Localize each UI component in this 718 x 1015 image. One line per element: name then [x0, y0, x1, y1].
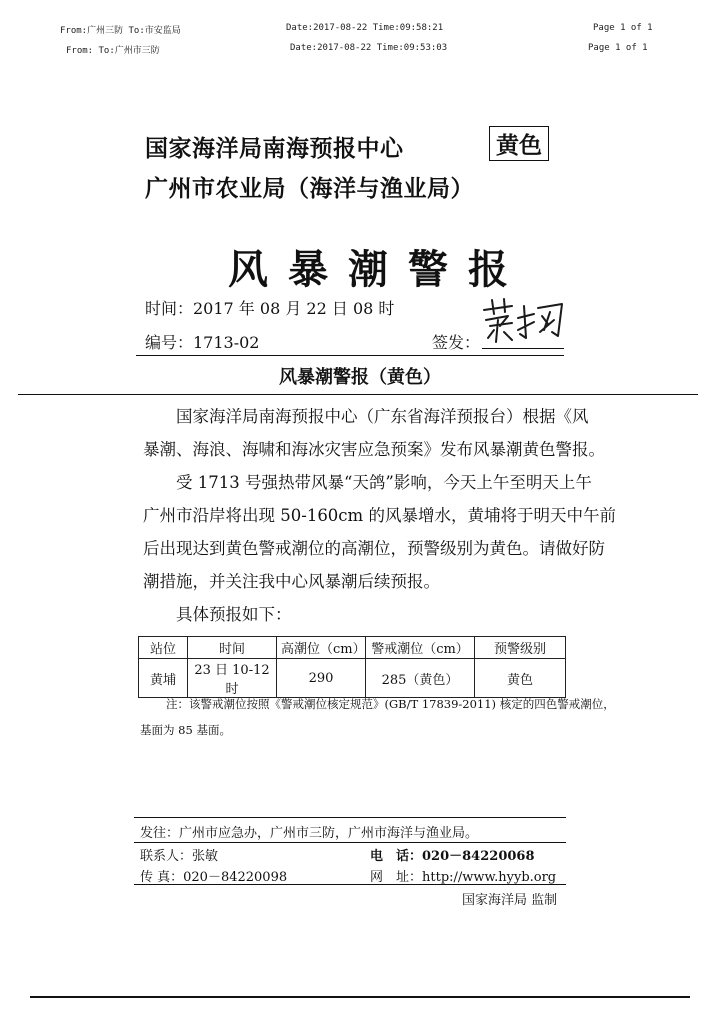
supervisor-label: 国家海洋局 监制	[462, 893, 558, 908]
footer-bottom-rule	[134, 884, 566, 885]
table-header-cell: 站位	[139, 637, 188, 659]
warning-level-badge: 黄色	[489, 126, 549, 161]
signer-label: 签发：	[432, 333, 481, 352]
phone-number: 电 话：020－84220068	[370, 849, 535, 864]
contact-person: 联系人：张敏	[140, 849, 219, 864]
footer-mid-rule	[134, 842, 566, 843]
section-rule	[18, 394, 698, 395]
table-row	[139, 659, 566, 698]
footer-top-rule	[134, 817, 566, 818]
distribution-list: 发往：广州市应急办，广州市三防，广州市海洋与渔业局。	[140, 826, 479, 841]
fax-page-line2: Page 1 of 1	[588, 43, 648, 53]
header-rule	[136, 355, 564, 356]
table-header-cell: 预警级别	[475, 637, 566, 659]
table-cell: 290	[277, 659, 366, 698]
fax-date-line1: Date:2017-08-22 Time:09:58:21	[286, 23, 444, 33]
issuer-2: 广州市农业局（海洋与渔业局）	[145, 176, 474, 202]
forecast-table	[138, 636, 566, 698]
table-header-cell: 警戒潮位（cm）	[366, 637, 475, 659]
section-title: 风暴潮警报（黄色）	[279, 367, 441, 388]
paragraph-2-line-3: 后出现达到黄色警戒潮位的高潮位，预警级别为黄色。请做好防	[143, 539, 605, 558]
fax-from-line2: From: To:广州市三防	[66, 46, 160, 56]
table-cell: 23 日 10-12 时	[188, 659, 277, 698]
signature-line	[482, 348, 564, 349]
document-number: 编号：1713-02	[145, 333, 260, 352]
page-title: 风暴潮警报	[228, 247, 528, 293]
issuer-1: 国家海洋局南海预报中心	[145, 136, 404, 162]
fax-date-line2: Date:2017-08-22 Time:09:53:03	[290, 43, 448, 53]
table-header-cell: 时间	[188, 637, 277, 659]
paragraph-1-line-2: 暴潮、海浪、海啸和海冰灾害应急预案》发布风暴潮黄色警报。	[143, 440, 605, 459]
paragraph-2-line-4: 潮措施，并关注我中心风暴潮后续预报。	[143, 572, 440, 591]
paragraph-1-line-1: 国家海洋局南海预报中心（广东省海洋预报台）根据《风	[176, 407, 589, 426]
paragraph-2-line-1: 受 1713 号强热带风暴“天鸽”影响，今天上午至明天上午	[176, 473, 592, 492]
table-cell: 黄色	[475, 659, 566, 698]
fax-number: 传 真：020－84220098	[140, 870, 288, 885]
note-line-2: 基面为 85 基面。	[140, 723, 231, 737]
fax-from-line1: From:广州三防 To:市安监局	[60, 26, 181, 36]
paragraph-2-line-2: 广州市沿岸将出现 50-160cm 的风暴增水，黄埔将于明天中午前	[143, 506, 616, 525]
page-bottom-rule	[30, 996, 690, 998]
table-header-row	[139, 637, 566, 659]
paragraph-3-line-1: 具体预报如下：	[176, 605, 292, 624]
table-header-cell: 高潮位（cm）	[277, 637, 366, 659]
note-line-1: 注：该警戒潮位按照《警戒潮位核定规范》(GB/T 17839-2011) 核定的四色警戒潮位，	[166, 697, 615, 711]
table-cell: 黄埔	[139, 659, 188, 698]
website: 网 址：http://www.hyyb.org	[370, 870, 557, 885]
issue-time: 时间：2017 年 08 月 22 日 08 时	[145, 299, 395, 318]
handwritten-signature	[478, 296, 570, 346]
table-cell: 285（黄色）	[366, 659, 475, 698]
fax-page-line1: Page 1 of 1	[593, 23, 653, 33]
